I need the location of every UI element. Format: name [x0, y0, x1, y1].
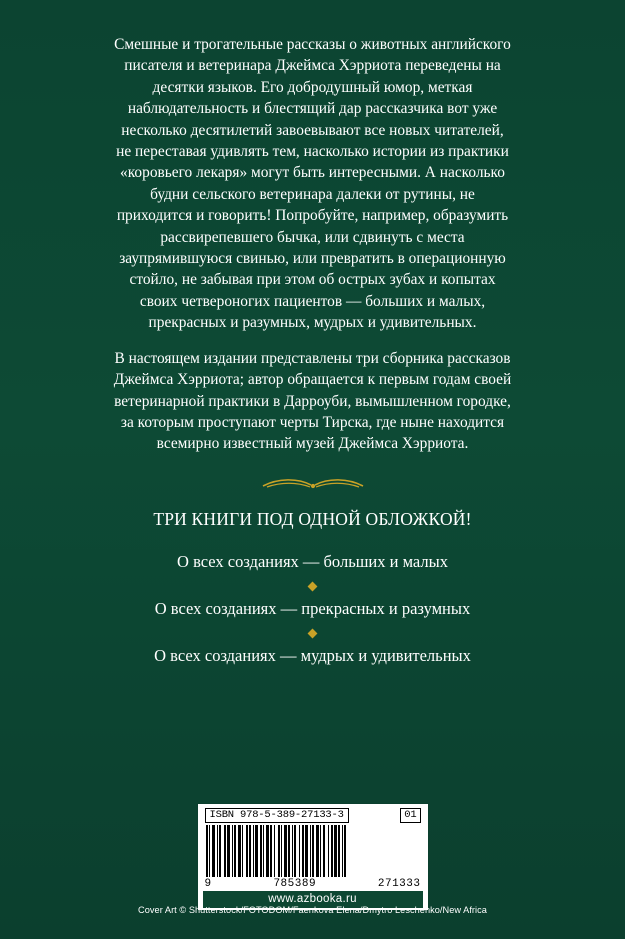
book-title-2: О всех созданиях — прекрасных и разумных: [154, 598, 471, 618]
flourish-icon: [253, 478, 373, 494]
blurb-text: [113, 34, 513, 455]
publisher-website[interactable]: www.azbooka.ru: [203, 891, 423, 908]
barcode-block: [197, 803, 429, 911]
book-title-3: О всех созданиях — мудрых и удивительных: [154, 645, 471, 665]
barcode-bars: [203, 825, 423, 877]
barcode-digit-group-1: 785389: [273, 878, 317, 890]
credit-text: Cover Art © Shutterstock/FOTODOM/Faenkova Elena/Dmytro Leschenko/New Africa: [138, 905, 487, 915]
headline: ТРИ КНИГИ ПОД ОДНОЙ ОБЛОЖКОЙ!: [153, 508, 472, 529]
ornament-divider: [253, 477, 373, 495]
diamond-separator-1: [83, 583, 543, 590]
isbn-line: [203, 808, 423, 825]
barcode-addon: 01: [400, 808, 420, 823]
diamond-separator-2: [83, 630, 543, 637]
barcode-digit-group-2: 271333: [377, 878, 421, 890]
barcode-digit-first: 9: [204, 878, 212, 890]
diamond-icon: [308, 581, 318, 591]
diamond-icon: [308, 628, 318, 638]
blurb-paragraph-2: В настоящем издании представлены три сборника рассказов Джеймса Хэрриота; автор обращается к первым годам своей ветеринарной практики в Дарроуби, вымышленном городке, за которым проступают черты Тирска, где ныне находится всемирно известный музей Джеймса Хэрриота.: [113, 349, 512, 453]
barcode-digits: [203, 877, 423, 890]
isbn-text: ISBN 978-5-389-27133-3: [205, 808, 349, 823]
blurb-paragraph-1: Смешные и трогательные рассказы о животных английского писателя и ветеринара Джеймса Хэрриота переведены на десятки языков. Его добродушный юмор, меткая наблюдательность и блестящий дар рассказчика вот уже несколько десятилетий завоевывают все новых читателей, не переставая удивлять тем, насколько истории из практики «коровьего лекаря» могут быть интересными. А насколько будни сельского ветеринара далеки от рутины, не приходится и говорить! Попробуйте, например, образумить рассвирепевшего бычка, или сдвинуть с места заупрямившуюся свинью, или превратить в операционную стойло, не забывая при этом об острых зубах и копытах своих четвероногих пациентов — больших и малых, прекрасных и разумных, мудрых и удивительных.: [114, 36, 511, 332]
cover-art-credit: [0, 905, 625, 915]
book-title-list: [83, 552, 543, 666]
book-title-1: О всех созданиях — больших и малых: [177, 551, 448, 571]
